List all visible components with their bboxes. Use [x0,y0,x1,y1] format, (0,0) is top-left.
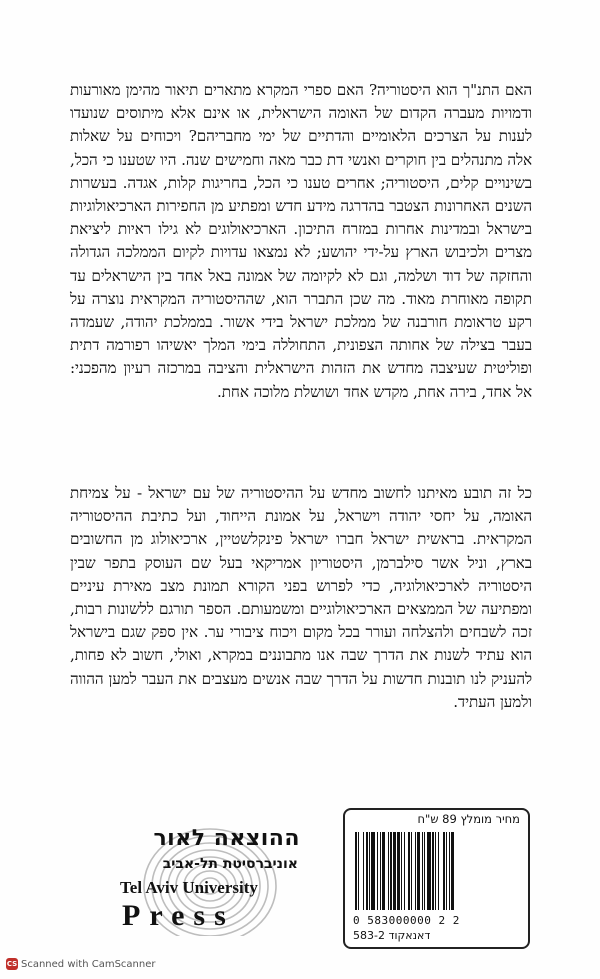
barcode-number: 0 583000000 2 2 [353,914,460,927]
barcode-bars [355,832,520,910]
barcode-label [343,808,530,949]
blurb-text-2: כל זה תובע מאיתנו לחשוב מחדש על ההיסטוריה של עם ישראל - על צמיחת האומה, על יחסי יהודה וישראל, על אמונת הייחוד, ועל כתיבת ההיסטוריה המקראית. בראשית ישראל חברו ישראל פינקלשטיין, ארכיאולוג מן החשובים בארץ, וניל אשר סילברמן, היסטוריון אמריקאי בעל שם העוסק בתפר שבין היסטוריה לארכיאולוגיה, כדי לפרוש בפני הקורא תמונת מצב מאירת עיניים ומפתיעה של הממצאים הארכיאולוגיים ומשמעותם. הספר תורגם ללשונות רבות, זכה לשבחים ולהצלחה ועורר בכל מקום ויכוח ציבורי ער. אין ספק שגם בישראל הוא עתיד לשנות את הדרך שבה אנו מתבוננים במקרא, ואולי, חשוב לא פחות, להעניק לנו תובנות חדשות על הדרך שבה אנשים מעצבים את העבר למען ההווה ולמען העתיד. [70,484,532,711]
barcode-catalog-code: 583-2 דאנאקוד [353,929,431,942]
camscanner-icon: CS [6,960,18,968]
blurb-paragraph-1 [70,79,532,404]
publisher-hebrew-name: ההוצאה לאור [153,826,300,851]
scanner-watermark [6,958,156,970]
publisher-hebrew-university: אוניברסיטת תל-אביב [162,856,298,872]
blurb-paragraph-2 [70,482,532,714]
blurb-text-1: האם התנ"ך הוא היסטוריה? האם ספרי המקרא מתארים תיאור מהימן מאורעות ודמויות מעברה הקדום של האומה הישראלית, או אינם אלא מיתוסים שנועדו לענות על הצרכים הלאומיים והדתיים של ימי מחבריהם? ויכוחים על שאלות אלה מתנהלים בין חוקרים ואנשי דת כבר מאה וחמישים שנה. היו שטענו כי הכל, בשינויים קלים, היסטוריה; אחרים טענו כי הכל, בחריגות קלות, אגדה. בעשרות השנים האחרונות הצטבר בהדרגה מידע חדש ומפתיע מן החפירות הארכיאולוגיות בישראל ובמדינות אחרות במזרח התיכון. הארכיאולוגים לא גילו ראיות ליציאת מצרים ולכיבוש הארץ על-ידי יהושע; לא נמצאו עדויות לקיום הממלכה הגדולה והחזקה של דוד ושלמה, וגם לא לקיומה של אמונה באל אחד בין הישראלים עד תקופה מאוחרת מאוד. מה שכן התברר הוא, שההיסטוריה המקראית נוצרה על רקע טראומת חורבנה של ממלכת ישראל בידי אשור. בממלכת יהודה, שעמדה בעבר בצילה של אחותה הצפונית, התחוללה בימי המלך יאשיהו רפורמה דתית ופוליטית שעיצבה מחדש את הזהות הישראלית והציבה במרכזה רעיון מהפכני: אל אחד, בירה אחת, מקדש אחד ושושלת מלוכה אחת. [70,81,532,401]
publisher-english-press: Press [122,899,235,932]
publisher-english-university: Tel Aviv University [120,878,258,897]
publisher-logo [120,826,300,941]
scanner-text: Scanned with CamScanner [21,958,156,970]
price-label: מחיר מומלץ 89 ש"ח [417,812,520,826]
